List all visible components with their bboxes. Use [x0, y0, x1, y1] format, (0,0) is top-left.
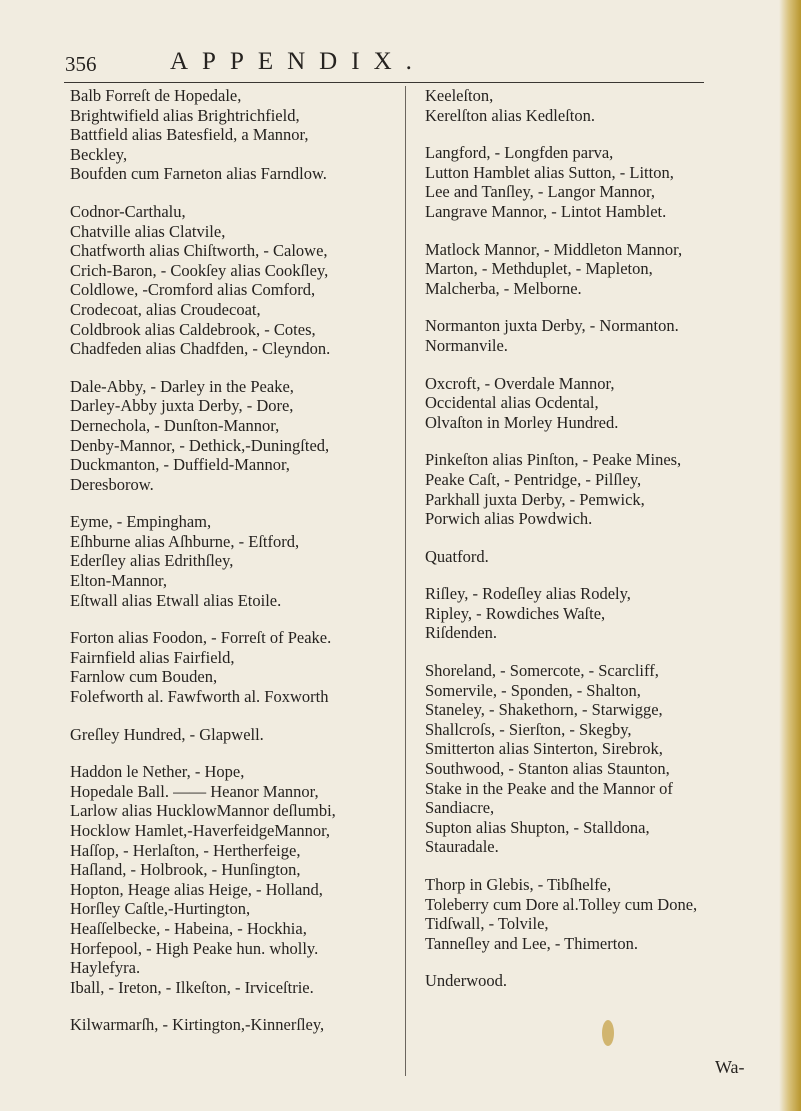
entry-line: Thorp in Glebis, - Tibſhelfe, [425, 875, 612, 894]
stanza-gap [425, 857, 770, 875]
entry-line: Haſſop, - Herlaſton, - Hertherfeige, [70, 840, 301, 860]
entry-line: Matlock Mannor, - Middleton Mannor, [425, 239, 683, 259]
entry-line: Occidental alias Ocdental, [425, 393, 599, 413]
stanza-gap [70, 707, 392, 725]
stanza-gap [425, 529, 770, 547]
entry-line: Chadfeden alias Chadfden, - Cleyndon. [70, 339, 331, 359]
entry-line: Fairnfield alias Fairfield, [70, 647, 235, 667]
entry-line: Porwich alias Powdwich. [425, 509, 593, 529]
entry-line: Hopedale Ball. —— Heanor Mannor, [70, 781, 319, 801]
right-column [425, 86, 770, 991]
entry-line: Crich-Baron, - Cookſey alias Cookſley, [70, 260, 329, 280]
entry-line: Boufden cum Farneton alias Farndlow. [70, 164, 327, 184]
entry-line: Normanvile. [425, 335, 508, 355]
entry-line: Riſdenden. [425, 623, 497, 643]
entry-line: Smitterton alias Sinterton, Sirebrok, [425, 739, 663, 759]
entry-line: Darley-Abby juxta Derby, - Dore, [70, 396, 294, 416]
entry-line: Riſley, - Rodeſley alias Rodely, [425, 584, 631, 604]
entry-line: Crodecoat, alias Croudecoat, [70, 299, 261, 319]
entry-line: Haddon le Nether, - Hope, [70, 762, 245, 782]
entry-line: Chatville alias Clatvile, [70, 221, 226, 241]
entry-line: Somervile, - Sponden, - Shalton, [425, 680, 641, 700]
entry-line: Staneley, - Shakethorn, - Starwigge, [425, 700, 663, 720]
entry-line: Farnlow cum Bouden, [70, 667, 218, 687]
entry-line: Tanneſley and Lee, - Thimerton. [425, 933, 638, 953]
entry-line: Langford, - Longfden parva, [425, 143, 614, 163]
stanza-gap [425, 356, 770, 374]
entry-line: Normanton juxta Derby, - Normanton. [425, 316, 679, 336]
catchword: Wa- [715, 1057, 745, 1077]
stanza-gap [425, 125, 770, 143]
entry-line: Haſland, - Holbrook, - Hunſington, [70, 860, 301, 880]
entry-line: Folefworth al. Fawfworth al. Foxworth [70, 687, 329, 707]
entry-line: Shallcroſs, - Sierſton, - Skegby, [425, 719, 632, 739]
entry-line: Hocklow Hamlet,-HaverfeidgeMannor, [70, 821, 331, 840]
entry-line: Ripley, - Rowdiches Waſte, [425, 603, 606, 623]
entry-line: Horſley Caſtle,-Hurtington, [70, 899, 251, 919]
entry-line: Beckley, [70, 144, 128, 164]
stanza-gap [70, 359, 392, 377]
entry-line: Eſtwall alias Etwall alias Etoile. [70, 590, 282, 610]
column-divider [405, 86, 406, 1076]
entry-line: Heaſſelbecke, - Habeina, - Hockhia, [70, 918, 307, 938]
entry-line: Elton-Mannor, [70, 571, 167, 591]
entry-line: Hopton, Heage alias Heige, - Holland, [70, 879, 323, 899]
stanza-gap [425, 643, 770, 661]
stanza-gap [425, 432, 770, 450]
entry-line: Horfepool, - High Peake hun. wholly. [70, 938, 319, 958]
entry-line: Coldbrook alias Caldebrook, - Cotes, [70, 319, 316, 339]
entry-line: Battfield alias Batesfield, a Mannor, [70, 125, 309, 145]
entry-line: Balb Forreſt de Hopedale, [70, 86, 242, 105]
entry-line: Eſhburne alias Aſhburne, - Eſtford, [70, 531, 300, 551]
entry-line: Tidſwall, - Tolvile, [425, 914, 549, 934]
entry-line: Southwood, - Stanton alias Staunton, [425, 759, 670, 779]
entry-line: Parkhall juxta Derby, - Pemwick, [425, 489, 645, 509]
entry-line: Shoreland, - Somercote, - Scarcliff, [425, 661, 659, 681]
entry-line: Lee and Tanſley, - Langor Mannor, [425, 182, 656, 202]
stanza-gap [70, 610, 392, 628]
left-column [70, 86, 392, 1035]
entry-line: Stauradale. [425, 837, 499, 857]
entry-line: Chatfworth alias Chiſtworth, - Calowe, [70, 241, 328, 261]
page-number: 356 [65, 52, 97, 76]
entry-line: Larlow alias HucklowMannor deſlumbi, [70, 801, 336, 821]
stanza-gap [425, 298, 770, 316]
entry-line: Underwood. [425, 971, 508, 991]
stanza-gap [425, 222, 770, 240]
entry-line: Sandiacre, [425, 798, 495, 818]
entry-line: Supton alias Shupton, - Stalldona, [425, 817, 650, 837]
stain-spot [602, 1020, 614, 1046]
entry-line: Greſley Hundred, - Glapwell. [70, 724, 264, 744]
stanza-gap [70, 997, 392, 1015]
entry-line: Peake Caſt, - Pentridge, - Pilſley, [425, 469, 642, 489]
entry-line: Quatford. [425, 546, 489, 566]
entry-line: Malcherba, - Melborne. [425, 278, 582, 298]
entry-line: Iball, - Ireton, - Ilkeſton, - Irviceſtrie. [70, 977, 314, 997]
stanza-gap [70, 184, 392, 202]
entry-line: Haylefyra. [70, 958, 141, 978]
entry-line: Langrave Mannor, - Lintot Hamblet. [425, 201, 667, 221]
entry-line: Keeleſton, [425, 86, 494, 105]
stanza-gap [425, 566, 770, 584]
entry-line: Stake in the Peake and the Mannor of [425, 778, 673, 798]
entry-line: Coldlowe, -Cromford alias Comford, [70, 280, 316, 300]
stanza-gap [425, 953, 770, 971]
entry-line: Dale-Abby, - Darley in the Peake, [70, 376, 294, 396]
entry-line: Deresborow. [70, 474, 154, 494]
entry-line: Olvaſton in Morley Hundred. [425, 412, 619, 432]
entry-line: Codnor-Carthalu, [70, 201, 186, 221]
entry-line: Kerelſton alias Kedleſton. [425, 105, 595, 125]
stanza-gap [70, 494, 392, 512]
entry-line: Eyme, - Empingham, [70, 512, 212, 532]
entry-line: Dernechola, - Dunſton-Mannor, [70, 415, 280, 435]
entry-line: Forton alias Foodon, - Forreſt of Peake. [70, 628, 332, 648]
entry-line: Pinkeſton alias Pinſton, - Peake Mines, [425, 450, 682, 470]
entry-line: Oxcroft, - Overdale Mannor, [425, 373, 615, 393]
entry-line: Brightwifield alias Brightrichfield, [70, 105, 300, 125]
entry-line: Toleberry cum Dore al.Tolley cum Done, [425, 894, 698, 914]
entry-line: Denby-Mannor, - Dethick,-Duningſted, [70, 435, 330, 455]
entry-line: Kilwarmarſh, - Kirtington,-Kinnerſley, [70, 1015, 325, 1035]
entry-line: Ederſley alias Edrithſley, [70, 551, 234, 571]
header-rule [64, 82, 704, 83]
stanza-gap [70, 744, 392, 762]
entry-line: Marton, - Methduplet, - Mapleton, [425, 259, 653, 279]
entry-line: Duckmanton, - Duffield-Mannor, [70, 455, 290, 475]
running-head: APPENDIX. [170, 48, 426, 75]
entry-line: Lutton Hamblet alias Sutton, - Litton, [425, 162, 674, 182]
page-edge-stain [779, 0, 801, 1111]
